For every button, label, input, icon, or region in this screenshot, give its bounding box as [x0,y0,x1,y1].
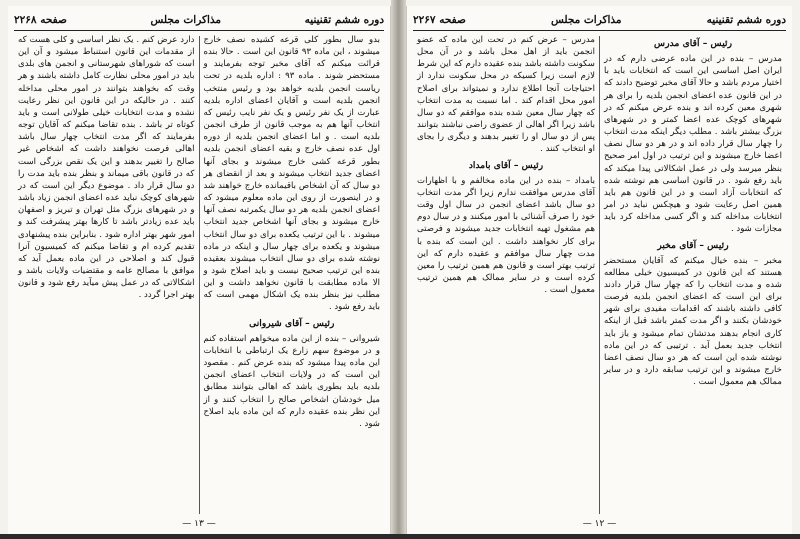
paragraph: بامداد – بنده در این ماده مخالفم و با اظهارات آقای مدرس موافقت ندارم زیرا اگر مدت انتخاب دو سال باشد اعضای انجمن در سال اول وقت خود را صرف آشنائی با امور میکنند و در سال دوم هم مشغول تهیه انتخابات جدید میشوند و فرصتی برای کار نخواهند داشت . این است که بنده با مدت چهار سال موافقم و عقیده دارم که این ترتیب بهتر است و قانون هم همین ترتیب را معین کرده است و در سایر ممالک هم همین ترتیب معمول است . [417,175,595,296]
paragraph: مدرس – عرض کنم در تحت این ماده که عضو انجمن باید از اهل محل باشد و در آن محل سکونت داشته باشد بنده عقیده دارم که این شرط لازم است زیرا کسیکه در محل سکونت ندارد از احتیاجات آنجا اطلاع ندارد و نمیتواند برای اصلاح امور محل اقدام کند . اما نسبت به مدت انتخاب که چهار سال معین شده بنده موافقم که دو سال باشد زیرا اگر اهالی از عضوی راضی نباشند بتوانند پس از دو سال او را تغییر بدهند و دیگری را بجای او انتخاب کنند . [417,35,595,155]
left-header-center: مذاکرات مجلس [150,14,222,26]
paragraph: مخبر – بنده خیال میکنم که آقایان مستحضر هستند که این قانون در کمیسیون خیلی مطالعه شده و مدت انتخاب را که چهار سال قرار دادند برای این است که اعضای انجمن بلدیه فرصت کافی داشته باشند که اقدامات مفیدی برای شهر خودشان بکنند و اگر مدت کمتر باشد قبل از اینکه کاری انجام بدهند مدتشان تمام میشود و باز باید انتخاب جدید بعمل آید . ترتیبی که در این ماده نوشته شده این است که هر دو سال نصف اعضا خارج میشوند و این ترتیب سابقه دارد و در سایر ممالک هم معمول است . [604,255,782,388]
right-header-rule [413,30,786,31]
paragraph: مدرس – بنده در این ماده عرضی دارم که در ایران اصل اساسی این است که انتخابات باید با اختیار مردم باشد و حالا آقای مخبر توضیح دادند که در این قانون عده اعضای انجمن بلدیه را برای هر شهری معین کرده اند و بنده عرض میکنم که در شهرهای کوچک عده اعضا کمتر و در شهرهای بزرگ بیشتر باشد . مطلب دیگر اینکه مدت انتخاب را چهار سال قرار داده اند و در هر دو سال نصف اعضا خارج میشوند و این ترتیب در اول امر صحیح بنظر میرسد ولی در عمل اشکالاتی پیدا میکند که باید رفع شود . در قانون اساسی هم نوشته شده که انتخابات آزاد است و در این قانون هم باید همین اصل رعایت شود و هیچکس نباید در امر انتخابات مداخله کند و اگر کسی مداخله کرد باید مجازات شود . [604,54,782,235]
right-page [406,6,792,534]
scan-bottom-edge [0,534,800,539]
speaker-heading: رئیس – آقای شیروانی [249,317,335,329]
left-header-rule [14,30,384,31]
right-page-header [413,12,786,28]
right-header-page-label: صفحه ۲۲۶۷ [413,14,466,26]
right-header-center: مذاکرات مجلس [550,14,622,26]
left-page-column-right [200,34,385,516]
right-page-column-left [413,34,599,516]
paragraph: دارد عرض کنم . یک نظر اساسی و کلی هست که از مقدمات این قانون استنباط میشود و آن این است که شوراهای شهرستانی و انجمن های بلدی باید در امور محلی نظارت کامل داشته باشند و هر وقت که بخواهند بتوانند در امور محلی مداخله کنند . در حالیکه در این قانون این نظر رعایت نشده و مدت انتخابات خیلی طولانی است و باید کوتاه تر باشد . بنده تقاضا میکنم که آقایان توجه بفرمایند که اگر مدت انتخاب چهار سال باشد اهالی فرصت نخواهند داشت که اشخاص غیر صالح را تغییر بدهند و این یک نقص بزرگی است که در قانون باقی میماند و بنظر بنده باید مدت را دو سال قرار داد . موضوع دیگر این است که در شهرهای کوچک نباید عده اعضای انجمن زیاد باشد و در شهرهای بزرگ مثل تهران و تبریز و اصفهان باید عده زیادتر باشد تا کارها بهتر پیشرفت کند و امور شهر بهتر اداره شود . بنابراین بنده پیشنهادی تقدیم کرده ام و تقاضا میکنم که کمیسیون آنرا قبول کند و اصلاحی در این ماده بعمل آید که موافق با مصالح عامه و مقتضیات ولایات باشد و اشکالاتی که در عمل پیش میآید رفع شود و قانون بهتر اجرا گردد . [18,35,195,301]
left-page-header [14,12,384,28]
left-page [8,6,391,534]
right-header-right: دوره ششم تقنینیه [706,14,786,26]
book-gutter [391,0,406,539]
speaker-heading: رئیس – آقای مخبر [657,239,729,251]
speaker-heading: رئیس – آقای بامداد [468,159,544,171]
right-page-columns [413,34,786,516]
paragraph: شیروانی – بنده از این ماده میخواهم استفاده کنم و در موضوع سهم زارع یک ارتباطی با انتخابات این ماده پیدا میشود که بنده عرض کنم . مقصود این است که در ولایات انتخاب اعضای انجمن بلدیه باید بطوری باشد که اهالی بتوانند مطابق میل خودشان اشخاص صالح را انتخاب کنند و از این نظر بنده عقیده دارم که این ماده باید اصلاح شود . [203,333,380,429]
left-page-column-left [14,34,199,516]
right-page-column-right [600,34,786,516]
left-header-right: دوره ششم تقنینیه [304,14,384,26]
left-page-number: — ۱۳ — [182,519,216,529]
paragraph: بدو سال بطور کلی قرعه کشیده نصف خارج میشوند ، این ماده ۹۳ قانون این است . حالا بنده قرائت میکنم که آقای مخبر توجه بفرمایند و مستحضر شوند . ماده ۹۳ : اداره بلدیه در تحت ریاست انجمن بلدیه خواهد بود و رئیس منتخب انجمن بلدیه است و آقایان اعضای اداره بلدیه عبارت از یک نفر رئیس و یک نفر نایب رئیس که انتخاب آنها هم به موجب قانون از طرف انجمن بلدیه است . و اما اعضای انجمن بلدیه از دوره اول عده نصف خارج و بقیه اعضای انجمن بلدیه بطور قرعه کشی خارج میشوند و بجای آنها اعضای جدید انتخاب میشوند و بعد از انقضای هر دو سال که آن اشخاص باقیمانده خارج خواهند شد و در اینصورت از روی این ماده معلوم میشود که اعضای انجمن بلدیه هر دو سال یکمرتبه نصف آنها خارج میشوند و بجای آنها اشخاص جدید انتخاب میشوند . با این ترتیب یکعده برای دو سال انتخاب میشوند و یکعده برای چهار سال و اینکه در ماده نوشته شده برای دو سال انتخاب میشوند بعقیده بنده این ترتیب صحیح نیست و باید اصلاح شود و الا ماده مطابقت با قانون نخواهد داشت و این مطلب نیز بنظر بنده یک اشکال مهمی است که باید رفع شود . [203,35,380,313]
left-page-columns [14,34,384,516]
left-header-page-label: صفحه ۲۲۶۸ [14,14,67,26]
speaker-heading: رئیس – آقای مدرس [654,38,732,49]
right-page-number: — ۱۲ — [582,519,617,529]
